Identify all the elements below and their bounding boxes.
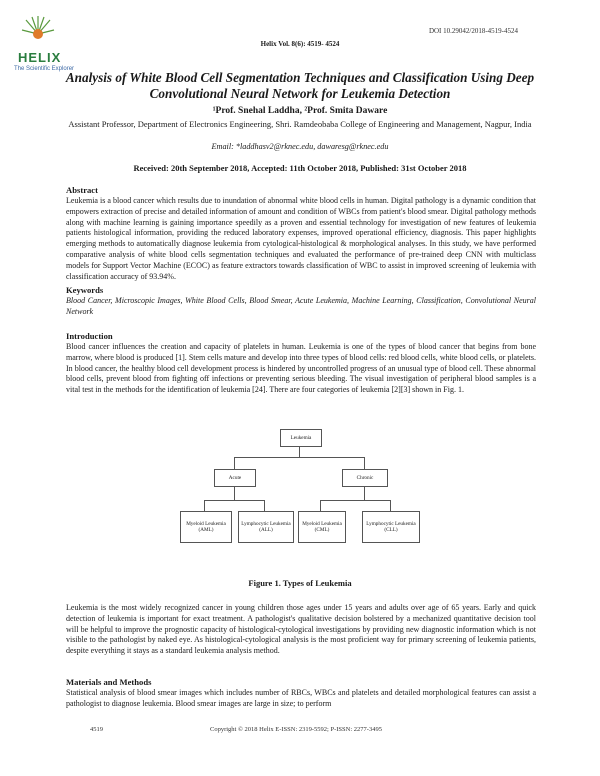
methods-text: Statistical analysis of blood smear images which includes number of RBCs, WBCs and platelets and detailed morphological features can assist a pathologist to diagnose leukemia. Blood smear images are large in size; to perform xyxy=(66,688,536,708)
node-acute: Acute xyxy=(214,469,256,487)
node-leukemia: Leukemia xyxy=(280,429,322,447)
copyright: Copyright © 2018 Helix E-ISSN: 2319-5592; P-ISSN: 2277-3495 xyxy=(210,726,382,733)
node-cml: Myeloid Leukemia (CML) xyxy=(298,511,346,543)
connector xyxy=(390,500,391,511)
keywords-text: Blood Cancer, Microscopic Images, White Blood Cells, Blood Smear, Acute Leukemia, Machine Learning, Classification, Convolutional Neural Network xyxy=(66,296,536,316)
abstract-text: Leukemia is a blood cancer which results due to inundation of abnormal white blood cells in human. Digital pathology is a dynamic condition that empowers extraction of precise and detailed information of amount and condition of WBCs from patient's blood smear. Digital pathology methods along with machine learning is gaining importance speedily as a proven and essential technology for investigation of new features of leukemia patients histological information, providing the reduced laboratory expenses, improved operational efficiency, diagnosis. This paper highlights emerging methods to automatically diagnose leukemia from cytological-histological & morphological analyses. In this study, we have performed comparative analysis of white blood cells segmentation techniques and evaluated the performance of pre-trained deep CNN with multiclass models for Support Vector Machine (ECOC) as feature extractors towards classification of WBC to assist in improved screening of leukemia with classification accuracy of 93.94%. xyxy=(66,196,536,281)
connector xyxy=(204,500,205,511)
leukemia-tree-diagram xyxy=(130,427,470,587)
doi: DOI 10.29042/2018-4519-4524 xyxy=(428,27,518,35)
node-cll: Lymphocytic Leukemia (CLL) xyxy=(362,511,420,543)
introduction-paragraph-1: Blood cancer influences the creation and capacity of platelets in human. Leukemia is one of the types of blood cancer that begins from bone marrow, where blood is produced [1]. Stem cells mature and develop into three types of blood cells: red blood cells, white blood cells, or platelets. In blood cancer, the healthy blood cell development process is hindered by uncontrolled progress of an unusual type of blood cell. These abnormal blood cells, prevent blood from fighting off infections or preventing serious bleeding. The visual investigation of peripheral blood samples is a vital test in the methods for the identification of leukemia [24]. There are four categories of leukemia [2][3] shown in Fig. 1. xyxy=(66,342,536,395)
node-all: Lymphocytic Leukemia (ALL) xyxy=(238,511,294,543)
affiliation: Assistant Professor, Department of Electronics Engineering, Shri. Ramdeobaba College of Engineering and Management, Nagpur, India xyxy=(68,119,532,129)
paper-title: Analysis of White Blood Cell Segmentation Techniques and Classification Using Deep Convolutional Neural Network for Leukemia Detection xyxy=(65,70,535,101)
authors: ¹Prof. Snehal Laddha, ²Prof. Smita Daware xyxy=(212,106,388,116)
connector xyxy=(364,485,365,500)
connector xyxy=(364,457,365,469)
introduction-paragraph-2: Leukemia is the most widely recognized cancer in young children those ages under 15 years and adults over age of 65 years. Early and quick detection of leukemia is important for exact treatment. A pathologist's qualitative decision bolstered by a mechanized quantitative decision tool will be helpful to improve the prognostic capacity of histological-cytological investigations by providing new diagnostic information which is not visible to the pathologist by naked eye. As histological-cytological analysis is the most proficient way for primary screening of leukemia patients, despite everything it stays as a standard leukemia analysis method. xyxy=(66,603,536,656)
logo-word: HELIX xyxy=(18,50,62,65)
node-chronic: Chronic xyxy=(342,469,388,487)
connector xyxy=(320,500,390,501)
keywords-heading: Keywords xyxy=(66,285,104,295)
connector xyxy=(234,457,364,458)
connector xyxy=(264,500,265,511)
methods-heading: Materials and Methods xyxy=(66,677,152,687)
dates: Received: 20th September 2018, Accepted: 11th October 2018, Published: 31st October 2018 xyxy=(133,163,467,173)
node-aml: Myeloid Leukemia (AML) xyxy=(180,511,232,543)
connector xyxy=(204,500,264,501)
connector xyxy=(234,485,235,500)
email: Email: *laddhasv2@rknec.edu, dawaresg@rknec.edu xyxy=(211,142,389,151)
connector xyxy=(234,457,235,469)
connector xyxy=(320,500,321,511)
logo-tagline: The Scientific Explorer xyxy=(14,66,75,72)
page-number: 4519 xyxy=(90,726,103,733)
journal-volume: Helix Vol. 8(6): 4519- 4524 xyxy=(260,40,340,48)
figure-caption: Figure 1. Types of Leukemia xyxy=(248,578,352,588)
introduction-heading: Introduction xyxy=(66,331,113,341)
helix-burst-icon xyxy=(8,14,80,54)
abstract-heading: Abstract xyxy=(66,185,98,195)
